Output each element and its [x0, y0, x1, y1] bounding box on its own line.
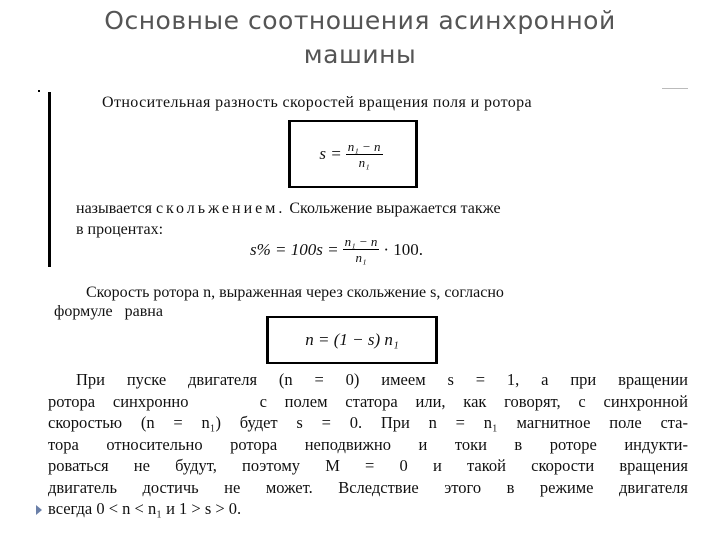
rotor-speed-line-2: формуле равна	[54, 303, 163, 320]
slip-fraction	[346, 139, 383, 170]
slide-title-line-2: машины	[303, 40, 417, 69]
percent-numerator: n₁ − n	[344, 234, 378, 249]
percent-formula	[250, 234, 423, 265]
slip-numerator: n₁ − n	[347, 138, 381, 154]
paragraph-line-4: тора относительно ротора неподвижно и токи в роторе индукти-	[48, 434, 688, 454]
slip-formula-lhs: s =	[319, 144, 342, 163]
percent-fraction	[343, 234, 380, 265]
slip-formula-box	[288, 120, 418, 188]
paragraph-line-6: двигатель достичь не может. Вследствие этого в режиме двигателя	[48, 477, 688, 497]
starting-paragraph	[48, 369, 688, 520]
paragraph-line-1: При пуске двигателя (n = 0) имеем s = 1, а при вращении	[76, 370, 688, 389]
percent-formula-lhs: s% = 100s =	[250, 239, 339, 259]
rotor-speed-formula-box	[266, 316, 438, 364]
paragraph-line-7: всегда 0 < n < n₁ и 1 > s > 0.	[48, 499, 242, 518]
slide-title	[60, 4, 660, 72]
percent-denominator: n₁	[355, 250, 367, 265]
percent-line: в процентах:	[76, 221, 164, 238]
called-prefix: называется	[76, 200, 152, 217]
percent-formula-tail: · 100.	[383, 239, 424, 259]
slip-denominator: n₁	[358, 154, 370, 170]
margin-rule	[48, 92, 51, 267]
slide-title-line-1: Основные соотношения асинхронной	[104, 6, 616, 35]
paragraph-line-2: ротора синхронно с полем статора или, как говорят, с синхронной	[48, 391, 688, 411]
scan-dash	[662, 88, 688, 89]
called-suffix: Скольжение выражается также	[289, 200, 501, 217]
rotor-speed-line-1: Скорость ротора n, выраженная через скольжение s, согласно	[86, 284, 504, 301]
slide-nav-arrow-icon[interactable]	[36, 505, 42, 515]
intro-text: Относительная разность скоростей вращения поля и ротора	[102, 94, 533, 111]
paragraph-line-5: роваться не будут, поэтому M = 0 и такой скорости вращения	[48, 456, 688, 475]
slip-definition-line	[76, 198, 501, 220]
paragraph-line-3: скоростью (n = n₁) будет s = 0. При n = n₁ магнитное поле ста-	[48, 413, 688, 432]
called-word: скольжением.	[155, 200, 286, 217]
scan-mark	[38, 90, 40, 92]
rotor-speed-formula: n = (1 − s) n₁	[305, 330, 399, 349]
